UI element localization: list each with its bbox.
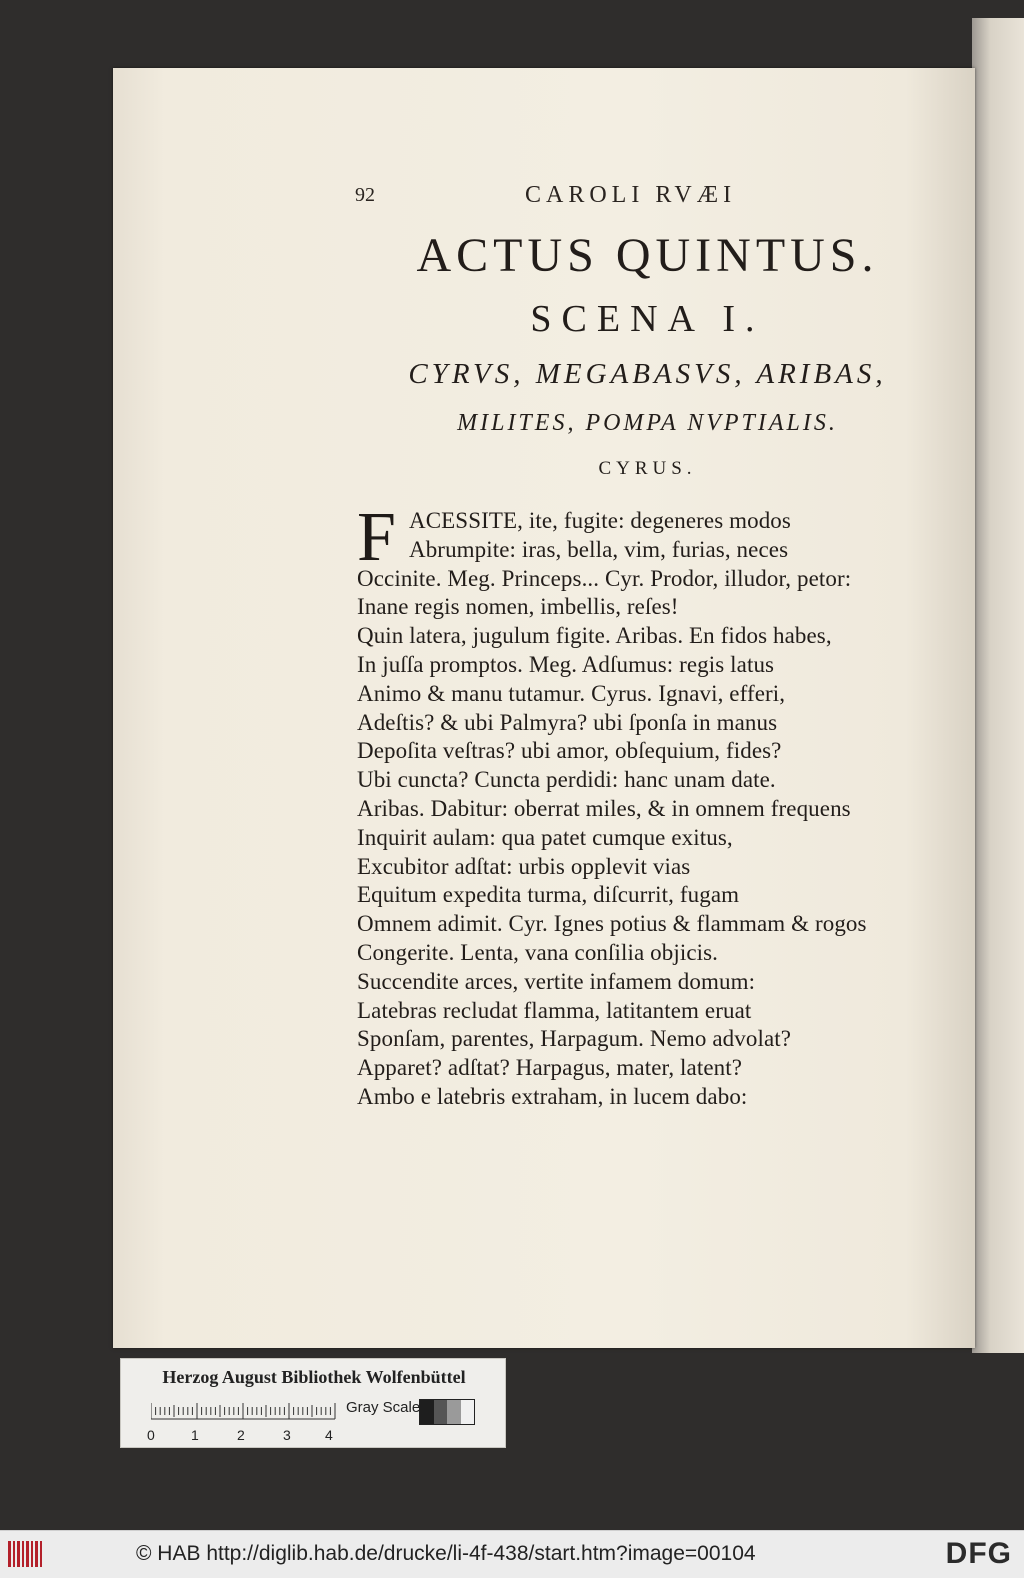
verse-line: Apparet? adſtat? Harpagus, mater, latent? — [357, 1055, 743, 1081]
verse-line: Omnem adimit. Cyr. Ignes potius & flammam & rogos — [357, 911, 867, 937]
library-name: Herzog August Bibliothek Wolfenbüttel — [162, 1367, 466, 1387]
dramatis-personae-line-2: MILITES, POMPA NVPTIALIS. — [457, 410, 838, 436]
verse-block — [357, 499, 947, 1112]
page-number: 92 — [355, 184, 375, 206]
verse-line: ACESSITE, ite, fugite: degeneres modos — [409, 508, 791, 533]
verse-line: Latebras recludat flamma, latitantem eruat — [357, 997, 752, 1023]
ruler-label-4: 4 — [325, 1427, 333, 1443]
act-title: ACTUS QUINTUS. — [416, 229, 879, 282]
facing-page-edge — [972, 18, 1024, 1353]
copyright-link[interactable]: © HAB http://diglib.hab.de/drucke/li-4f-438/start.htm?image=00104 — [136, 1542, 756, 1565]
ruler — [151, 1401, 336, 1427]
ruler-labels — [147, 1427, 347, 1445]
drop-cap: F — [357, 499, 396, 576]
dfg-logo: DFG — [945, 1537, 1012, 1570]
scene-title: SCENA I. — [530, 298, 765, 340]
ruler-label-3: 3 — [283, 1427, 291, 1443]
verse-line: Aribas. Dabitur: oberrat miles, & in omnem frequens — [357, 795, 851, 821]
ruler-label-2: 2 — [237, 1427, 245, 1443]
verse-line: In juſſa promptos. Meg. Adſumus: regis latus — [357, 651, 775, 677]
page-header — [355, 184, 775, 216]
verse-line: Inquirit aulam: qua patet cumque exitus, — [357, 824, 733, 850]
verse-line: Ubi cuncta? Cuncta perdidi: hanc unam date. — [357, 767, 776, 793]
gray-scale-label: Gray Scale — [346, 1399, 421, 1416]
verse-line: Ambo e latebris extraham, in lucem dabo: — [357, 1083, 748, 1109]
verse-line: Quin latera, jugulum figite. Aribas. En fidos habes, — [357, 623, 832, 649]
verse-line: Animo & manu tutamur. Cyrus. Ignavi, efferi, — [357, 680, 786, 706]
speaker-heading: CYRUS. — [598, 458, 697, 479]
ruler-label-0: 0 — [147, 1427, 155, 1443]
verse-line: Succendite arces, vertite infamem domum: — [357, 968, 756, 994]
verse-line: Equitum expedita turma, diſcurrit, fugam — [357, 882, 740, 908]
color-calibration-card — [120, 1358, 506, 1448]
viewer-footer — [0, 1530, 1024, 1578]
verse-line: Depoſita veſtras? ubi amor, obſequium, fides? — [357, 738, 782, 764]
hab-logo-icon — [8, 1541, 44, 1567]
dramatis-personae-line-1: CYRVS, MEGABASVS, ARIBAS, — [408, 358, 887, 390]
verse-line: Abrumpite: iras, bella, vim, furias, neces — [409, 536, 789, 562]
verse-line: Adeſtis? & ubi Palmyra? ubi ſponſa in manus — [357, 709, 778, 735]
ruler-label-1: 1 — [191, 1427, 199, 1443]
verse-line: Occinite. Meg. Princeps... Cyr. Prodor, illudor, petor: — [357, 565, 852, 591]
verse-line: Inane regis nomen, imbellis, reſes! — [357, 594, 679, 620]
verse-line: Excubitor adſtat: urbis opplevit vias — [357, 853, 691, 879]
verse-line: Sponſam, parentes, Harpagum. Nemo advolat? — [357, 1026, 792, 1052]
running-head: CAROLI RVÆI — [525, 182, 737, 208]
verse-line: Congerite. Lenta, vana conſilia objicis. — [357, 939, 719, 965]
gray-scale-swatch — [419, 1399, 475, 1425]
